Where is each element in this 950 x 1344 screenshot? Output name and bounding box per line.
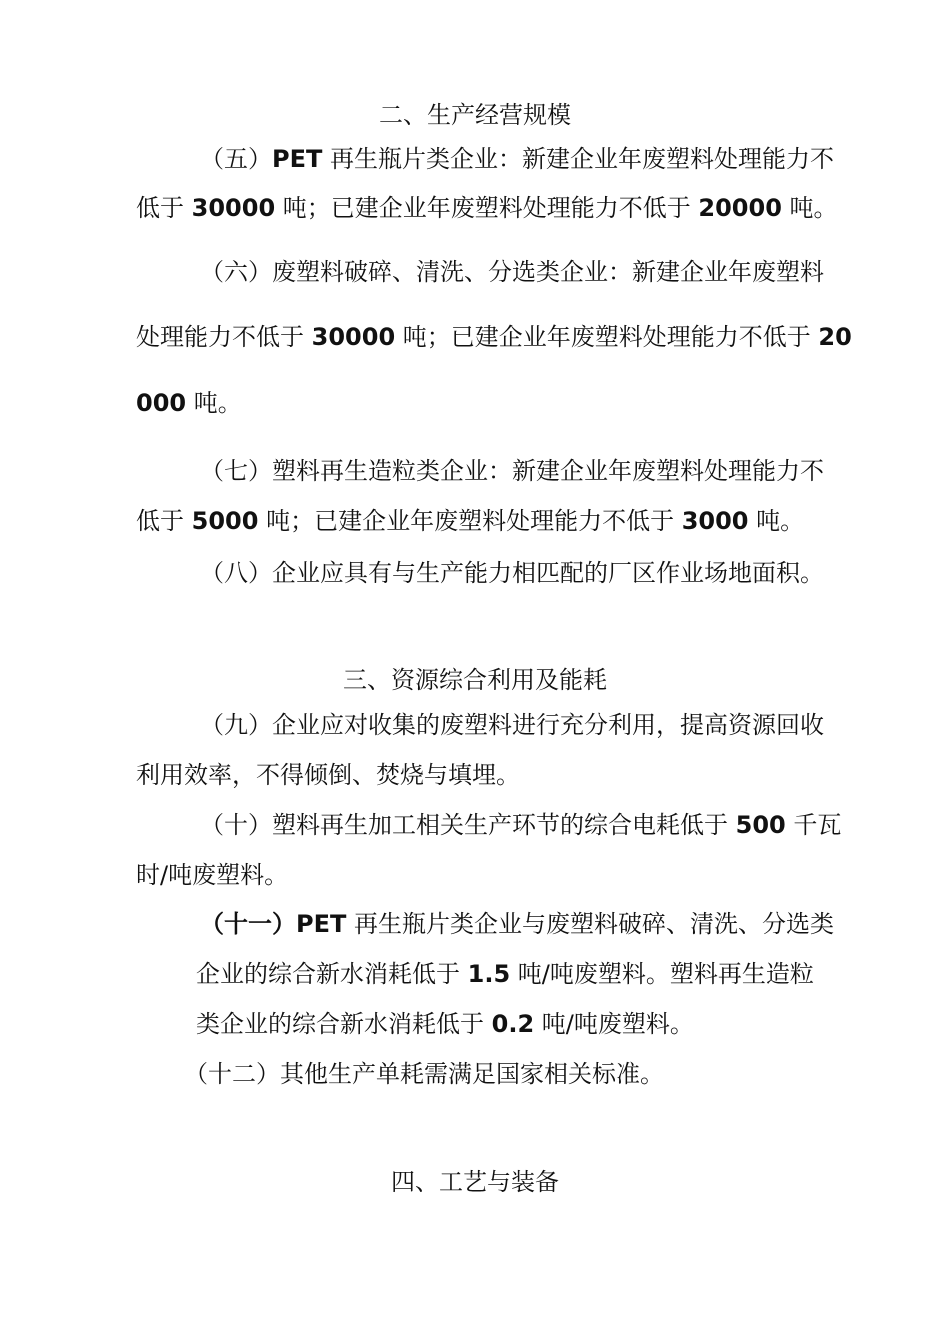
section-title-4: 四、工艺与装备 [391,1168,559,1196]
text-seg: （十）塑料再生加工相关生产环节的综合电耗低于 [200,811,736,839]
text-seg: 吨。 [186,389,242,417]
item-6-line-2 [136,321,852,353]
item-7-line-2 [136,505,836,537]
text-seg: 吨；已建企业年废塑料处理能力不低于 [395,323,819,351]
item-12-line-1: （十二）其他生产单耗需满足国家相关标准。 [184,1060,664,1088]
item-11-pet: PET [296,910,347,938]
item-8-line-1: （八）企业应具有与生产能力相匹配的厂区作业场地面积。 [200,559,824,587]
item-10-line-1 [200,809,842,841]
text-seg: 吨；已建企业年废塑料处理能力不低于 [275,194,699,222]
item-11-label: （十一） [200,910,296,938]
text-seg: 吨/吨废塑料。 [534,1010,694,1038]
item-11-line-1 [200,908,836,940]
text-seg: 吨；已建企业年废塑料处理能力不低于 [258,507,682,535]
text-seg: 处理能力不低于 [136,323,312,351]
item-9-line-1: （九）企业应对收集的废塑料进行充分利用，提高资源回收 [200,711,824,739]
value-30000: 30000 [191,194,276,222]
item-5-text: 再生瓶片类企业：新建企业年废塑料处理能力不 [322,145,834,173]
section-title-3: 三、资源综合利用及能耗 [343,666,607,694]
text-seg: 低于 [136,194,192,222]
item-11-line-3 [196,1008,836,1040]
text-seg: 再生瓶片类企业与废塑料破碎、清洗、分选类 [346,910,834,938]
value-5000: 5000 [191,507,259,535]
text-seg: 吨。 [781,194,838,222]
value-0-2: 0.2 [491,1010,535,1038]
value-30000: 30000 [311,323,396,351]
item-5-pet: PET [272,145,323,173]
item-5-line-2 [136,192,836,224]
value-500: 500 [735,811,786,839]
text-seg: 低于 [136,507,192,535]
item-6-line-3 [136,387,836,419]
value-20000: 20000 [698,194,782,222]
text-seg: 吨。 [748,507,805,535]
item-10-line-2: 时/吨废塑料。 [136,861,289,889]
section-title-2: 二、生产经营规模 [379,101,571,129]
value-3000: 3000 [681,507,749,535]
value-000-part: 000 [136,389,187,417]
item-5-label: （五） [200,145,272,173]
text-seg: 类企业的综合新水消耗低于 [196,1010,492,1038]
text-seg: 千瓦 [785,811,842,839]
item-5-line-1 [200,143,836,175]
value-20-part: 20 [818,323,852,351]
value-1-5: 1.5 [467,960,511,988]
item-7-line-1: （七）塑料再生造粒类企业：新建企业年废塑料处理能力不 [200,457,824,485]
text-seg: 吨/吨废塑料。塑料再生造粒 [510,960,814,988]
item-11-line-2 [196,958,836,990]
item-9-line-2: 利用效率，不得倾倒、焚烧与填埋。 [136,761,520,789]
item-6-line-1: （六）废塑料破碎、清洗、分选类企业：新建企业年废塑料 [200,258,824,286]
text-seg: 企业的综合新水消耗低于 [196,960,468,988]
